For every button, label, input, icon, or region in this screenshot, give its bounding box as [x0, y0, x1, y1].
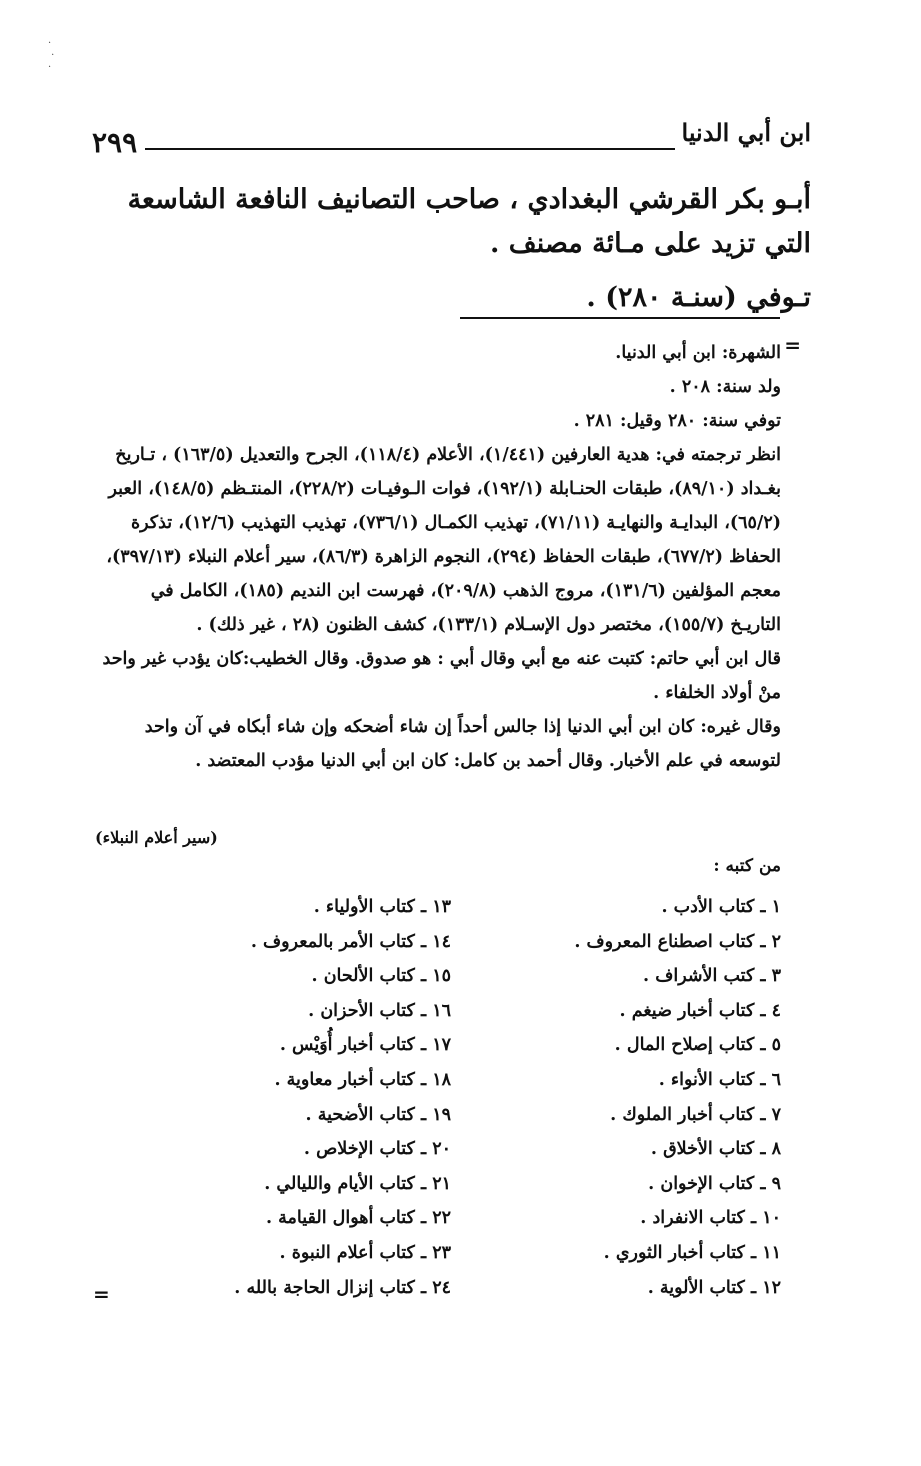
book-item: ٩ ـ كتاب الإخوان .: [648, 1173, 781, 1194]
scan-specks: · · ·: [48, 38, 55, 73]
death-year: تـوفي (سنـة ٢٨٠) .: [586, 282, 811, 313]
note-others: وقال غيره: كان ابن أبي الدنيا إذا جالس أحداً إن شاء أضحكه وإن شاء أبكاه في آن واحد لتوسعه في علم الأخبار. وقال أحمد بن كامل: كان ابن أبي الدنيا مؤدب المعتضد .: [144, 717, 781, 771]
book-item: ١٩ ـ كتاب الأضحية .: [305, 1104, 451, 1125]
book-item: ٣ ـ كتب الأشراف .: [643, 966, 781, 987]
note-death: توفي سنة: ٢٨٠ وقيل: ٢٨١ .: [573, 411, 781, 431]
footnote-divider: [460, 317, 780, 319]
books-column-left: [131, 890, 451, 1305]
book-item: ٢٠ ـ كتاب الإخلاص .: [303, 1139, 451, 1160]
book-item: ٥ ـ كتاب إصلاح المال .: [614, 1035, 781, 1056]
book-item: ١٦ ـ كتاب الأحزان .: [308, 1000, 451, 1021]
note-fame: الشهرة: ابن أبي الدنيا.: [615, 343, 781, 363]
books-column-right: [461, 890, 781, 1305]
books-heading: من كتبه :: [713, 856, 781, 876]
book-item: ٢ ـ كتاب اصطناع المعروف .: [574, 931, 781, 952]
biography-block: [80, 178, 811, 320]
note-abi-hatim: قال ابن أبي حاتم: كتبت عنه مع أبي وقال أبي : هو صدوق. وقال الخطيب:كان يؤدب غير واحد منْ أولاد الخلفاء .: [102, 649, 781, 703]
continuation-mark-top: =: [784, 333, 801, 357]
note-birth: ولد سنة: ٢٠٨ .: [669, 377, 781, 397]
book-item: ١ ـ كتاب الأدب .: [661, 897, 781, 917]
book-item: ٢١ ـ كتاب الأيام والليالي .: [264, 1173, 451, 1194]
book-item: ١٥ ـ كتاب الألحان .: [311, 966, 451, 987]
book-item: ١٢ ـ كتاب الألوية .: [647, 1277, 781, 1298]
header-rule: [145, 148, 675, 150]
note-references: انظر ترجمته في: هدية العارفين (١/٤٤١)، الأعلام (١١٨/٤)، الجرح والتعديل (١٦٣/٥) ، تـاريخ بغـداد (٨٩/١٠)، طبقات الحنـابلة (١٩٢/١)، فوات الـوفيـات (٢٢٨/٢)، المنتـظم (١٤٨/٥)، العبر (٦٥/٢)، البدايـة والنهايـة (٧١/١١)، تهذيب الكمـال (٧٣٦/١)، تهذيب التهذيب (١٢/٦)، تذكرة الحفاظ (٦٧٧/٢)، طبقات الحفاظ (٢٩٤)، النجوم الزاهرة (٨٦/٣)، سير أعلام النبلاء (٣٩٧/١٣)، معجم المؤلفين (١٣١/٦)، مروج الذهب (٢٠٩/٨)، فهرست ابن النديم (١٨٥)، الكامل في التاريـخ (١٥٥/٧)، مختصر دول الإسـلام (١٣٣/١)، كشف الظنون (٢٨ ، غير ذلك) .: [106, 445, 781, 635]
book-item: ٧ ـ كتاب أخبار الملوك .: [610, 1104, 781, 1125]
source-citation: (سير أعلام النبلاء): [95, 828, 218, 847]
biography-text: أبـو بكر القرشي البغدادي ، صاحب التصانيف النافعة الشاسعة التي تزيد على مـائة مصنف .: [127, 184, 811, 259]
book-item: ١٧ ـ كتاب أخبار أُوَيْس .: [279, 1035, 451, 1056]
book-item: ١٨ ـ كتاب أخبار معاوية .: [274, 1069, 451, 1090]
continuation-mark-bottom: =: [93, 1282, 110, 1306]
footnotes: [95, 336, 781, 778]
book-item: ١٠ ـ كتاب الانفراد .: [640, 1208, 781, 1229]
book-item: ٨ ـ كتاب الأخلاق .: [650, 1139, 781, 1160]
book-item: ٢٢ ـ كتاب أهوال القيامة .: [265, 1208, 451, 1229]
page-number: ٢٩٩: [92, 126, 138, 159]
book-item: ١١ ـ كتاب أخبار الثوري .: [603, 1242, 781, 1263]
book-item: ٤ ـ كتاب أخبار ضيغم .: [619, 1000, 781, 1021]
book-item: ١٤ ـ كتاب الأمر بالمعروف .: [250, 931, 451, 952]
book-item: ٢٤ ـ كتاب إنزال الحاجة بالله .: [234, 1277, 451, 1298]
book-item: ٢٣ ـ كتاب أعلام النبوة .: [279, 1242, 451, 1263]
book-item: ١٣ ـ كتاب الأولياء .: [313, 897, 451, 917]
running-header-title: ابن أبي الدنيا: [681, 118, 811, 147]
book-item: ٦ ـ كتاب الأنواء .: [658, 1069, 781, 1090]
